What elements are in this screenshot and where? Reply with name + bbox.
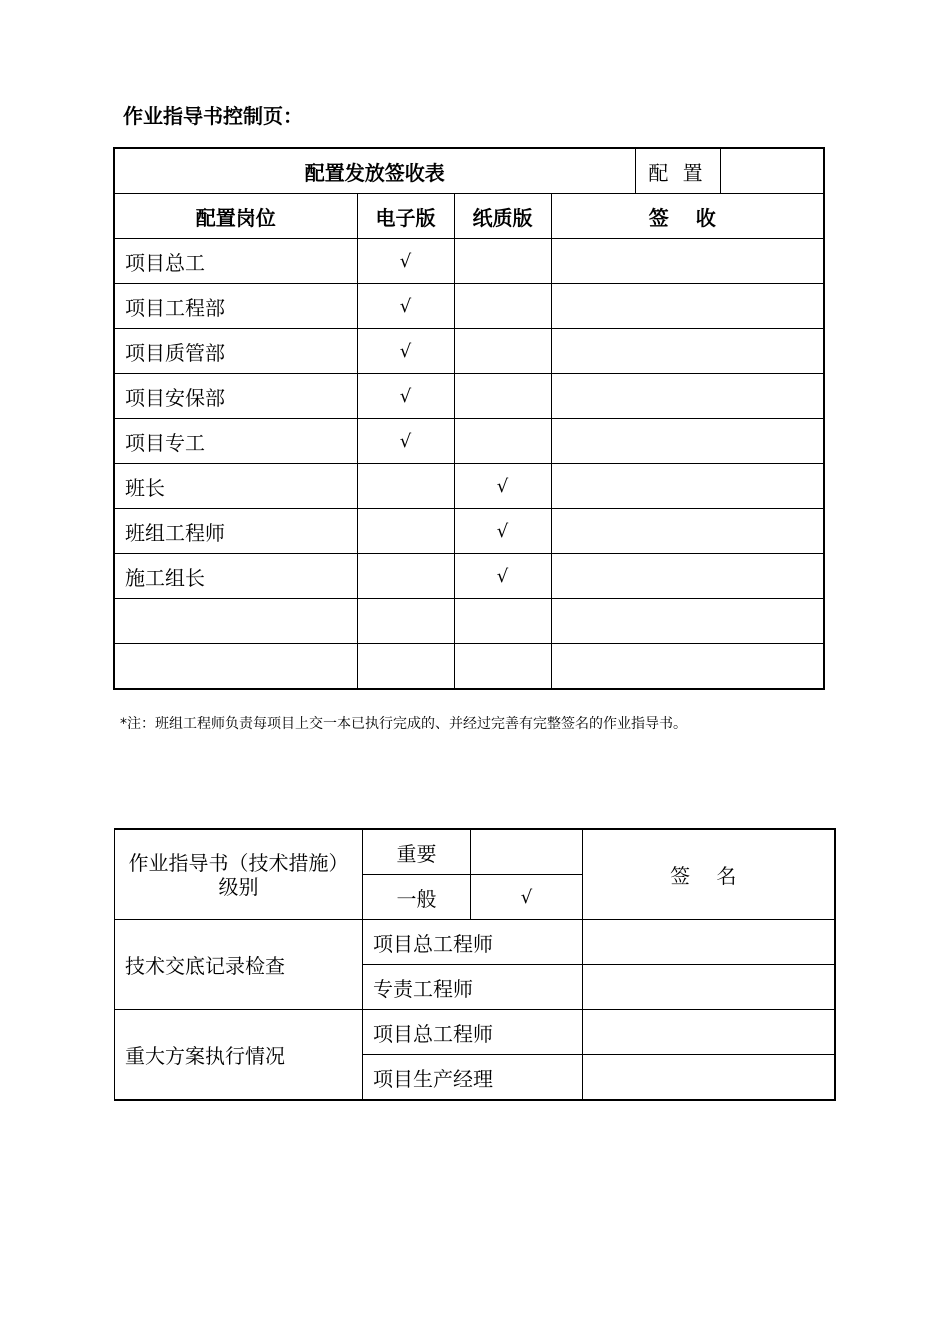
row-electronic-mark[interactable] <box>357 644 454 690</box>
level-label-line2: 级别 <box>218 874 259 899</box>
table-row <box>114 419 824 464</box>
table-row <box>114 374 824 419</box>
row-electronic-mark: √ <box>357 284 454 329</box>
row-paper-mark <box>454 374 551 419</box>
sign-label: 签 名 <box>583 829 835 920</box>
row-position: 项目总工 <box>114 239 357 284</box>
tech-role-responsible-engineer-sign[interactable] <box>583 965 835 1010</box>
row-paper-mark[interactable] <box>454 599 551 644</box>
row-position: 项目专工 <box>114 419 357 464</box>
row-position: 班长 <box>114 464 357 509</box>
row-paper-mark <box>454 239 551 284</box>
row-position: 项目工程部 <box>114 284 357 329</box>
plan-role-chief-engineer-sign[interactable] <box>583 1010 835 1055</box>
tech-check-label: 技术交底记录检查 <box>115 920 363 1010</box>
distribution-table <box>113 147 825 690</box>
row-electronic-mark: √ <box>357 239 454 284</box>
row-electronic-mark: √ <box>357 419 454 464</box>
row-sign-cell[interactable] <box>551 374 824 419</box>
row-sign-cell[interactable] <box>551 419 824 464</box>
footnote: *注：班组工程师负责每项目上交一本已执行完成的、并经过完善有完整签名的作业指导书。 <box>120 716 687 732</box>
table-row <box>114 509 824 554</box>
table-title-row <box>114 148 824 194</box>
table-title: 配置发放签收表 <box>114 148 635 194</box>
row-paper-mark: √ <box>454 464 551 509</box>
row-electronic-mark: √ <box>357 329 454 374</box>
row-sign-cell[interactable] <box>551 239 824 284</box>
row-paper-mark <box>454 284 551 329</box>
row-electronic-mark <box>357 554 454 599</box>
level-table <box>114 828 836 1101</box>
config-value <box>721 149 824 193</box>
plan-role-production-manager: 项目生产经理 <box>363 1055 583 1101</box>
page-title: 作业指导书控制页： <box>123 104 303 128</box>
header-electronic: 电子版 <box>357 194 454 239</box>
table-row <box>114 554 824 599</box>
table-row <box>114 284 824 329</box>
plan-exec-label: 重大方案执行情况 <box>115 1010 363 1101</box>
row-electronic-mark <box>357 509 454 554</box>
row-sign-cell[interactable] <box>551 509 824 554</box>
header-paper: 纸质版 <box>454 194 551 239</box>
row-position[interactable] <box>114 644 357 690</box>
row-electronic-mark <box>357 464 454 509</box>
row-position: 班组工程师 <box>114 509 357 554</box>
row-paper-mark: √ <box>454 509 551 554</box>
level-general-mark[interactable]: √ <box>471 875 583 920</box>
level-general: 一般 <box>363 875 471 920</box>
table-row <box>114 239 824 284</box>
plan-role-chief-engineer: 项目总工程师 <box>363 1010 583 1055</box>
row-paper-mark[interactable] <box>454 644 551 690</box>
level-label-line1: 作业指导书（技术措施） <box>128 850 349 875</box>
row-sign-cell[interactable] <box>551 329 824 374</box>
row-paper-mark: √ <box>454 554 551 599</box>
row-position: 项目安保部 <box>114 374 357 419</box>
row-position: 项目质管部 <box>114 329 357 374</box>
tech-role-chief-engineer-sign[interactable] <box>583 920 835 965</box>
tech-role-responsible-engineer: 专责工程师 <box>363 965 583 1010</box>
row-sign-cell[interactable] <box>551 599 824 644</box>
level-important: 重要 <box>363 829 471 875</box>
row-sign-cell[interactable] <box>551 554 824 599</box>
table-row <box>114 464 824 509</box>
table-row <box>114 599 824 644</box>
table-row <box>114 329 824 374</box>
header-sign: 签 收 <box>551 194 824 239</box>
row-electronic-mark: √ <box>357 374 454 419</box>
row-sign-cell[interactable] <box>551 464 824 509</box>
table-row <box>114 644 824 690</box>
level-label <box>115 829 363 920</box>
row-sign-cell[interactable] <box>551 644 824 690</box>
tech-role-chief-engineer: 项目总工程师 <box>363 920 583 965</box>
header-position: 配置岗位 <box>114 194 357 239</box>
row-position: 施工组长 <box>114 554 357 599</box>
row-sign-cell[interactable] <box>551 284 824 329</box>
config-label: 配 置 <box>636 149 721 193</box>
row-electronic-mark[interactable] <box>357 599 454 644</box>
level-important-mark[interactable] <box>471 829 583 875</box>
row-paper-mark <box>454 329 551 374</box>
header-row <box>114 194 824 239</box>
row-paper-mark <box>454 419 551 464</box>
row-position[interactable] <box>114 599 357 644</box>
plan-role-production-manager-sign[interactable] <box>583 1055 835 1101</box>
